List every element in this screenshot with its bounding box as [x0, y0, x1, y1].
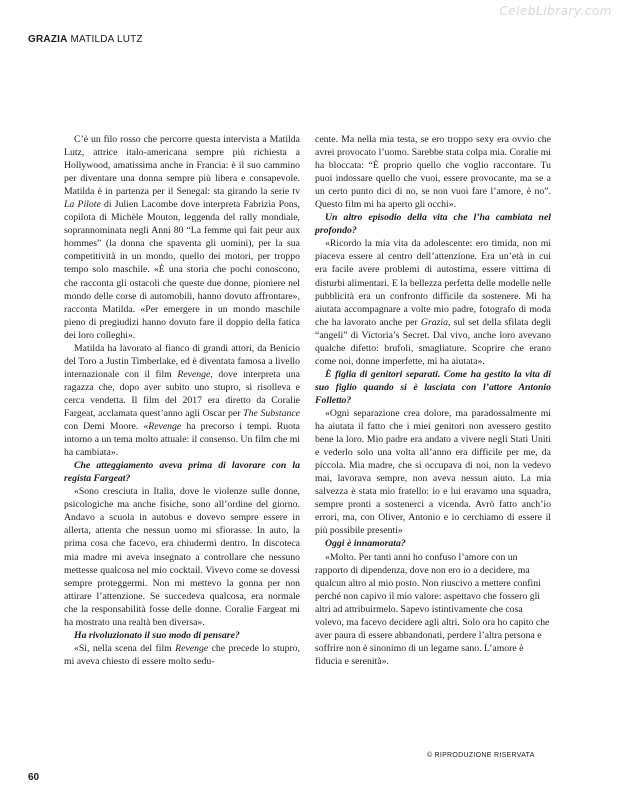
article-column-left — [64, 133, 300, 668]
article-subject: MATILDA LUTZ — [70, 34, 143, 45]
copyright-text: RIPRODUZIONE RISERVATA — [434, 752, 535, 759]
running-header — [28, 34, 143, 45]
interview-question: Un altro episodio della vita che l’ha cambiata nel profondo? — [315, 212, 551, 237]
magazine-brand: GRAZIA — [28, 34, 68, 45]
page-number: 60 — [28, 772, 40, 783]
italic-title: Grazia — [420, 316, 449, 328]
copyright-icon: © — [427, 752, 433, 759]
interview-question: È figlia di genitori separati. Come ha gestito la vita di suo figlio quando si è lasciata con l’attore Antonio Folletto? — [315, 368, 551, 406]
interview-question: Oggi è innamorata? — [325, 538, 406, 550]
italic-title: Revenge — [148, 421, 182, 433]
italic-title: Revenge — [175, 642, 209, 654]
paragraph: «Molto. Per tanti anni ho confuso l’amore con un rapporto di dipendenza, dove non ero io a decidere, ma qualcun altro al mio posto. Non riuscivo a mettere confini perché non capivo il mio valore: aspettavo che fossero gli altri ad attribuirmelo. Sapevo istintivamente che cosa volevo, ma facevo decidere agli altri. Solo ora ho capito che aver paura di essere abbandonati, perdere l’altra persona e soffrire non è sinonimo di un legame sano. L’amore è fiducia e serenità». — [315, 551, 550, 667]
italic-title: Revenge — [177, 368, 211, 380]
paragraph: «Sì, nella scena del film Revenge che precede lo stupro, mi aveva chiesto di essere molto sedu- — [64, 642, 300, 667]
copyright-credit — [427, 752, 535, 759]
paragraph: Matilda ha lavorato al fianco di grandi attori, da Benicio del Toro a Justin Timberlake, ed è diventata famosa a livello internazionale con il film Revenge, dove interpreta una ragazza che, dopo aver subìto uno stupro, si risolleva e cerca vendetta. Il film del 2017 era diretto da Coralie Fargeat, acclamata quest’anno agli Oscar per The Substance con Demi Moore. «Revenge ha precorso i tempi. Ruota intorno a un tema molto attuale: il consenso. Un film che mi ha cambiata». — [64, 342, 300, 459]
watermark: CelebLibrary.com — [499, 4, 612, 18]
article-column-right — [315, 133, 551, 668]
paragraph-continued: cente. Ma nella mia testa, se ero troppo sexy era ovvio che avrei provocato l’uomo. Sarebbe stata colpa mia. Coralie mi ha bloccata: “È proprio quello che voglio raccontare. Tu puoi indossare quello che vuoi, essere provocante, ma se a un certo punto dici di no, se non vuoi fare l’amore, è no”. Questo film mi ha aperto gli occhi». — [315, 134, 551, 211]
italic-title: La Pilote — [64, 199, 101, 211]
interview-question: Ha rivoluzionato il suo modo di pensare? — [74, 629, 240, 641]
paragraph: C’è un filo rosso che percorre questa intervista a Matilda Lutz, attrice italo-americana sempre più richiesta a Hollywood, amatissima anche in Francia: è il suo cammino per diventare una donna sempre più libera e consapevole. Matilda è in partenza per il Senegal: sta girando la serie tv La Pilote di Julien Lacombe dove interpreta Fabrizia Pons, copilota di Michèle Mouton, leggenda del rally mondiale, soprannominata negli Anni 80 “La femme qui fait peur aux hommes” (la donna che spaventa gli uomini), per la sua competitività in un mondo, quello dei motori, per troppo tempo solo maschile. «È una storia che pochi conoscono, che racconta gli ostacoli che queste due donne, pioniere nel mondo delle corse di automobili, hanno dovuto affrontare», racconta Matilda. «Per emergere in un mondo maschile pieno di pregiudizi hanno dovuto fare il doppio della fatica dei loro colleghi». — [64, 134, 300, 341]
paragraph: «Sono cresciuta in Italia, dove le violenze sulle donne, psicologiche ma anche fisiche, sono all’ordine del giorno. Andavo a scuola in autobus e dovevo sempre essere in allerta, attenta che nessun uomo mi sfiorasse. In auto, la prima cosa che facevo, era chiudermi dentro. In discoteca mia madre mi aveva insegnato a controllare che nessuno mettesse qualcosa nel mio cocktail. Vivevo come se dovessi sempre proteggermi. Non mi mettevo la gonna per non attirare l’attenzione. Se succedeva qualcosa, era normale che la responsabilità fosse delle donne. Coralie Fargeat mi ha mostrato una realtà ben diversa». — [64, 486, 300, 628]
paragraph: «Ricordo la mia vita da adolescente: ero timida, non mi piaceva essere al centro dell’attenzione. Era un’età in cui era facile avere problemi di autostima, essere vittima di disturbi alimentari. E la bellezza perfetta delle modelle nelle pubblicità era un confronto difficile da sostenere. Mi ha aiutata accompagnare a volte mio padre, fotografo di moda che ha lavorato anche per Grazia, sul set della sfilata degli “angeli” di Victoria’s Secret. Dal vivo, anche loro avevano qualche difetto: brufoli, smagliature. Scoprire che erano come noi, donne imperfette, mi ha aiutata». — [315, 238, 551, 367]
italic-title: The Substance — [243, 407, 300, 419]
interview-question: Che atteggiamento aveva prima di lavorare con la regista Fargeat? — [64, 460, 300, 485]
paragraph: «Ogni separazione crea dolore, ma paradossalmente mi ha aiutata il fatto che i miei genitori non avessero gestito bene la loro. Mio padre era andato a vivere negli Stati Uniti e vederlo solo una volta all’anno era difficile per me, da piccola. Mia madre, che si occupava di noi, non la vedevo mai, lavorava sempre, non aveva nessun aiuto. La mia salvezza è stata mio fratello: io e lui eravamo una squadra, sempre pronti a sostenerci a vicenda. Avrò fatto anch’io errori, ma, con Oliver, Antonio e io cerchiamo di essere il più possibile presenti» — [315, 407, 551, 537]
